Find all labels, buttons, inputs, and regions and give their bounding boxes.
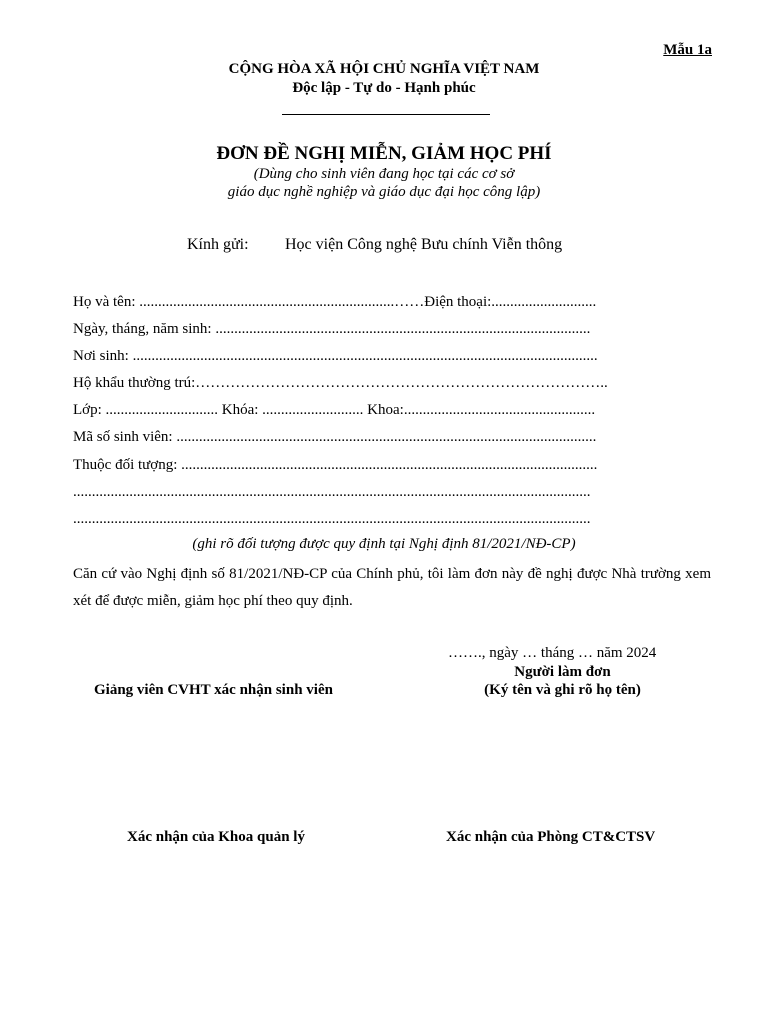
class-course-faculty-field[interactable]: Lớp: .............................. Khóa: ........................... Khoa:................................................... xyxy=(73,402,596,418)
document-title: ĐƠN ĐỀ NGHỊ MIỄN, GIẢM HỌC PHÍ xyxy=(216,143,552,164)
heading-divider xyxy=(282,114,490,115)
nation-heading: CỘNG HÒA XÃ HỘI CHỦ NGHĨA VIỆT NAM xyxy=(228,61,540,77)
faculty-confirmation-label: Xác nhận của Khoa quản lý xyxy=(127,829,305,845)
category-note: (ghi rõ đối tượng được quy định tại Nghị định 81/2021/NĐ-CP) xyxy=(192,536,576,552)
advisor-confirmation-label: Giảng viên CVHT xác nhận sinh viên xyxy=(94,682,333,698)
date-line[interactable]: ……., ngày … tháng … năm 2024 xyxy=(448,645,657,661)
student-id-field[interactable]: Mã số sinh viên: ................................................................................................................ xyxy=(73,429,597,445)
category-continued-line-1[interactable]: .......................................................................................................................................... xyxy=(73,484,591,500)
form-number: Mẫu 1a xyxy=(663,42,712,58)
birthplace-field[interactable]: Nơi sinh: ............................................................................................................................ xyxy=(73,348,598,364)
office-confirmation-label: Xác nhận của Phòng CT&CTSV xyxy=(446,829,656,845)
category-field[interactable]: Thuộc đối tượng: ............................................................................................................... xyxy=(73,457,598,473)
motto-heading: Độc lập - Tự do - Hạnh phúc xyxy=(292,80,476,96)
dob-field[interactable]: Ngày, tháng, năm sinh: .................................................................................................... xyxy=(73,321,591,337)
document-subtitle-line-2: giáo dục nghề nghiệp và giáo dục đại học công lập) xyxy=(227,184,541,200)
recipient-label: Kính gửi: xyxy=(187,236,249,253)
document-subtitle-line-1: (Dùng cho sinh viên đang học tại các cơ sở xyxy=(253,166,515,182)
applicant-sign-note: (Ký tên và ghi rõ họ tên) xyxy=(484,682,641,698)
applicant-label: Người làm đơn xyxy=(514,664,611,680)
request-paragraph: Căn cứ vào Nghị định số 81/2021/NĐ-CP của Chính phủ, tôi làm đơn này đề nghị được Nhà trường xem xét để được miễn, giảm học phí theo quy định. xyxy=(73,566,711,609)
household-field[interactable]: Hộ khẩu thường trú:……………………………………………………………………….. xyxy=(73,375,608,391)
recipient-value: Học viện Công nghệ Bưu chính Viễn thông xyxy=(285,236,563,253)
category-continued-line-2[interactable]: .......................................................................................................................................... xyxy=(73,511,591,527)
name-phone-field[interactable]: Họ và tên: ....................................................................……Điện thoại:............................ xyxy=(73,294,597,310)
